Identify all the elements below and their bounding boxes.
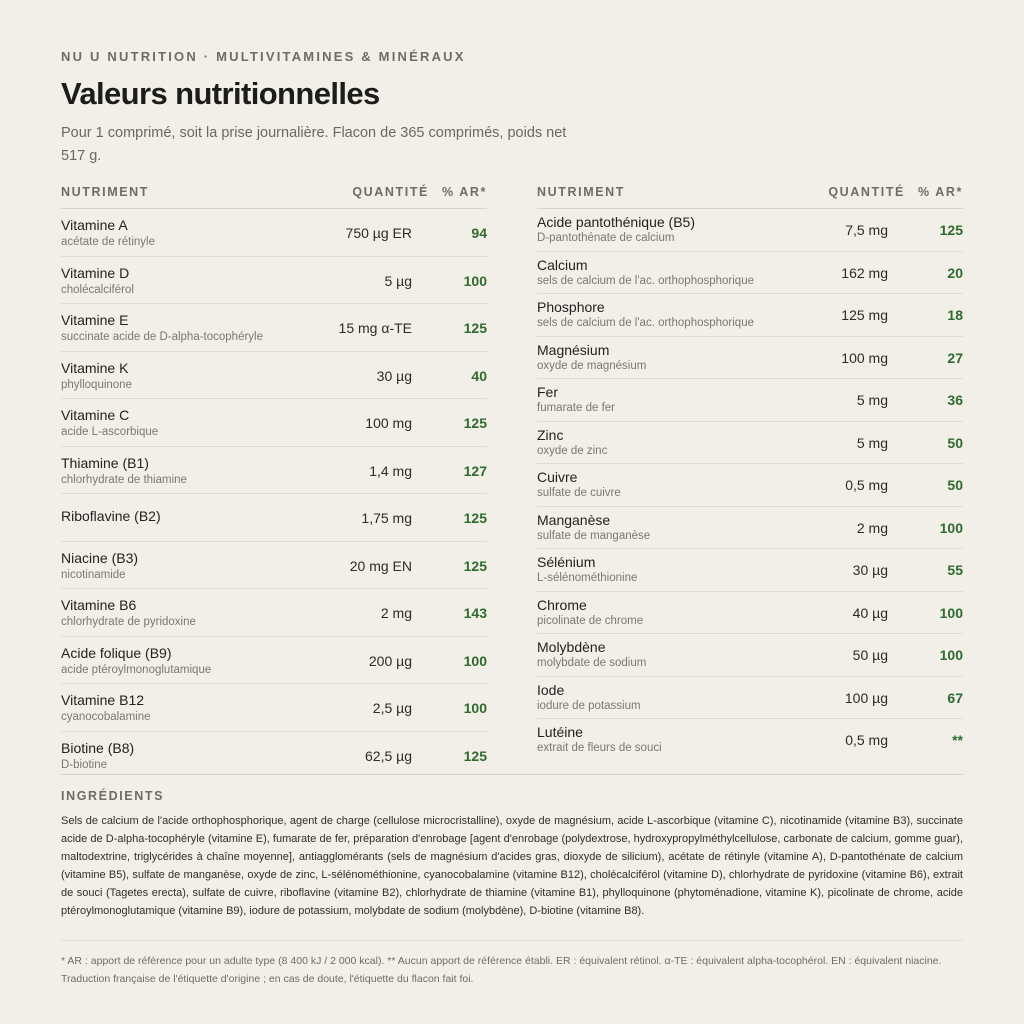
nutrient-ar-percent: 125 bbox=[463, 320, 487, 336]
nutrient-name: Vitamine K bbox=[61, 359, 129, 376]
nutrient-name: Acide folique (B9) bbox=[61, 644, 172, 661]
nutrient-ar-percent: 125 bbox=[463, 415, 487, 431]
table-row bbox=[537, 592, 963, 635]
nutrient-quantity: 15 mg α-TE bbox=[338, 320, 412, 336]
table-header bbox=[61, 180, 487, 209]
nutrient-ar-percent: 125 bbox=[463, 510, 487, 526]
nutrient-source: acide L-ascorbique bbox=[61, 426, 159, 438]
nutrient-name: Fer bbox=[537, 384, 558, 400]
nutrient-source: chlorhydrate de pyridoxine bbox=[61, 616, 196, 628]
nutrient-name: Magnésium bbox=[537, 341, 610, 358]
nutrient-ar-percent: 100 bbox=[939, 519, 963, 536]
nutrient-ar-percent: 94 bbox=[471, 225, 487, 241]
nutrient-ar-percent: 127 bbox=[463, 462, 487, 479]
nutrient-quantity: 7,5 mg bbox=[845, 222, 888, 238]
nutrient-name: Vitamine C bbox=[61, 407, 130, 423]
nutrient-name: Vitamine A bbox=[61, 217, 128, 233]
column-header-nutrient: NUTRIMENT bbox=[537, 185, 626, 199]
nutrient-name: Vitamine D bbox=[61, 264, 130, 281]
ingredients-heading: INGRÉDIENTS bbox=[61, 789, 165, 803]
table-row bbox=[537, 294, 963, 337]
nutrient-source: acide ptéroylmonoglutamique bbox=[61, 663, 212, 676]
nutrient-name: Zinc bbox=[537, 426, 564, 443]
table-row bbox=[537, 677, 963, 720]
table-row bbox=[61, 304, 487, 352]
table-row bbox=[537, 422, 963, 465]
table-row bbox=[537, 252, 963, 295]
nutrient-quantity: 162 mg bbox=[841, 264, 888, 281]
nutrient-source: molybdate de sodium bbox=[537, 657, 647, 669]
nutrient-quantity: 0,5 mg bbox=[845, 732, 888, 748]
nutrient-source: fumarate de fer bbox=[537, 402, 615, 414]
table-row bbox=[537, 209, 963, 252]
nutrient-ar-percent: 18 bbox=[947, 307, 963, 323]
nutrient-quantity: 20 mg EN bbox=[349, 557, 412, 574]
nutrient-ar-percent: 125 bbox=[939, 222, 963, 238]
nutrient-name: Vitamine B6 bbox=[61, 597, 137, 613]
nutrient-source: cyanocobalamine bbox=[61, 711, 151, 723]
nutrient-source: extrait de fleurs de souci bbox=[537, 742, 662, 754]
nutrient-source: sels de calcium de l'ac. orthophosphorique bbox=[537, 317, 754, 329]
page-subtitle: Pour 1 comprimé, soit la prise journalière. Flacon de 365 comprimés, poids net 517 g. bbox=[61, 125, 567, 164]
nutrient-ar-percent: 67 bbox=[947, 689, 963, 706]
nutrient-ar-percent: 100 bbox=[463, 272, 487, 289]
nutrient-name: Vitamine B12 bbox=[61, 692, 145, 708]
footnote-divider bbox=[61, 940, 963, 941]
table-row bbox=[61, 589, 487, 637]
nutrient-source: D-biotine bbox=[61, 758, 108, 771]
nutrient-quantity: 5 µg bbox=[384, 272, 412, 289]
nutrient-source: sulfate de cuivre bbox=[537, 487, 621, 499]
nutrient-name: Thiamine (B1) bbox=[61, 454, 149, 471]
nutrient-quantity: 1,4 mg bbox=[369, 462, 412, 479]
nutrient-source: sulfate de manganèse bbox=[537, 529, 651, 542]
column-header-nutrient: NUTRIMENT bbox=[61, 185, 150, 199]
nutrient-name: Vitamine E bbox=[61, 312, 129, 328]
nutrient-source: D-pantothénate de calcium bbox=[537, 232, 675, 244]
table-row bbox=[61, 399, 487, 447]
section-divider bbox=[61, 774, 963, 775]
nutrient-quantity: 2 mg bbox=[856, 519, 888, 536]
nutrient-ar-percent: 125 bbox=[463, 747, 487, 764]
nutrient-quantity: 125 mg bbox=[841, 307, 888, 323]
table-row bbox=[537, 549, 963, 592]
nutrient-name: Manganèse bbox=[537, 511, 611, 528]
table-row bbox=[61, 542, 487, 590]
nutrient-name: Niacine (B3) bbox=[61, 549, 139, 566]
nutrient-source: chlorhydrate de thiamine bbox=[61, 473, 187, 486]
nutrient-quantity: 100 µg bbox=[844, 689, 888, 706]
nutrient-ar-percent: 40 bbox=[471, 367, 487, 384]
table-row bbox=[61, 352, 487, 400]
nutrient-quantity: 30 µg bbox=[852, 562, 888, 578]
nutrient-ar-percent: ** bbox=[952, 732, 963, 748]
minerals-table-body bbox=[537, 209, 963, 761]
nutrient-ar-percent: 27 bbox=[947, 349, 963, 366]
table-row bbox=[537, 634, 963, 677]
vitamins-table-body bbox=[61, 209, 487, 778]
nutrient-source: sels de calcium de l'ac. orthophosphorique bbox=[537, 274, 754, 287]
vitamins-table bbox=[61, 180, 487, 778]
nutrient-ar-percent: 36 bbox=[947, 392, 963, 408]
nutrient-quantity: 100 mg bbox=[365, 415, 412, 431]
nutrient-source: cholécalciférol bbox=[61, 283, 134, 296]
brand-eyebrow: NU U NUTRITION · MULTIVITAMINES & MINÉRAUX bbox=[61, 49, 466, 64]
table-row bbox=[61, 494, 487, 542]
nutrient-quantity: 5 mg bbox=[856, 434, 888, 451]
nutrient-ar-percent: 100 bbox=[463, 700, 487, 716]
table-row bbox=[61, 637, 487, 685]
nutrient-source: nicotinamide bbox=[61, 568, 126, 581]
table-row bbox=[537, 719, 963, 761]
nutrient-name: Phosphore bbox=[537, 299, 605, 315]
nutrient-quantity: 100 mg bbox=[841, 349, 888, 366]
nutrient-ar-percent: 143 bbox=[463, 605, 487, 621]
nutrient-quantity: 1,75 mg bbox=[361, 510, 412, 526]
nutrient-ar-percent: 50 bbox=[947, 477, 963, 493]
nutrient-ar-percent: 55 bbox=[947, 562, 963, 578]
footnote: * AR : apport de référence pour un adulte type (8 400 kJ / 2 000 kcal). ** Aucun apport de référence établi. ER : équivalent rétinol. α-TE : équivalent alpha-tocophérol. EN : équivalent niacine. Traduction française de l'étiquette d'origine ; en cas de doute, l'étiquette du flacon fait foi. bbox=[61, 955, 942, 985]
table-row bbox=[537, 337, 963, 380]
nutrient-source: succinate acide de D-alpha-tocophéryle bbox=[61, 331, 264, 343]
nutrient-quantity: 2 mg bbox=[380, 605, 412, 621]
table-row bbox=[61, 732, 487, 779]
nutrient-source: acétate de rétinyle bbox=[61, 236, 155, 248]
nutrient-ar-percent: 125 bbox=[463, 557, 487, 574]
table-row bbox=[61, 257, 487, 305]
nutrient-name: Iode bbox=[537, 681, 565, 698]
nutrient-quantity: 62,5 µg bbox=[365, 747, 412, 764]
table-row bbox=[61, 684, 487, 732]
nutrient-quantity: 2,5 µg bbox=[372, 700, 412, 716]
nutrient-name: Riboflavine (B2) bbox=[61, 508, 161, 524]
ingredients-text: Sels de calcium de l'acide orthophosphorique, agent de charge (cellulose microcristalline), oxyde de magnésium, acide L-ascorbique (vitamine C), nicotinamide (vitamine B3), succinate acide de D-alpha-tocophéryle (vitamine E), fumarate de fer, préparation d'enrobage [agent d'enrobage (polydextrose, hydroxypropylméthylcellulose, carbonate de calcium, gomme guar), maltodextrine, triglycérides à chaîne moyenne], antiagglomérants (sels de magnésium d'acides gras, dioxyde de silicium), acétate de rétinyle (vitamine A), D-pantothénate de calcium (vitamine B5), sulfate de manganèse, oxyde de zinc, L-sélénométhionine, cyanocobalamine (vitamine B12), cholécalciférol (vitamine D), chlorhydrate de pyridoxine (vitamine B6), extrait de souci (Tagetes erecta), sulfate de cuivre, riboflavine (vitamine B2), chlorhydrate de thiamine (vitamine B1), phylloquinone (phytoménadione, vitamine K), picolinate de chrome, acide ptéroylmonoglutamique (vitamine B9), iodure de potassium, molybdate de sodium (molybdène), D-biotine (vitamine B8). bbox=[61, 815, 963, 917]
nutrient-source: picolinate de chrome bbox=[537, 614, 644, 627]
nutrient-quantity: 750 µg ER bbox=[345, 225, 412, 241]
nutrient-name: Acide pantothénique (B5) bbox=[537, 214, 695, 230]
nutrient-source: oxyde de zinc bbox=[537, 444, 608, 457]
nutrient-ar-percent: 20 bbox=[947, 264, 963, 281]
nutrient-quantity: 50 µg bbox=[852, 647, 888, 663]
nutrient-quantity: 5 mg bbox=[856, 392, 888, 408]
nutrient-source: iodure de potassium bbox=[537, 699, 641, 712]
nutrient-name: Calcium bbox=[537, 256, 588, 273]
nutrient-name: Sélénium bbox=[537, 554, 596, 570]
nutrient-ar-percent: 100 bbox=[939, 647, 963, 663]
nutrient-source: phylloquinone bbox=[61, 378, 132, 391]
column-header-ar-percent: % AR* bbox=[441, 185, 487, 199]
table-row bbox=[61, 447, 487, 495]
page-title: Valeurs nutritionnelles bbox=[61, 76, 380, 111]
table-row bbox=[537, 464, 963, 507]
minerals-table bbox=[537, 180, 963, 761]
nutrient-ar-percent: 100 bbox=[463, 652, 487, 669]
table-header bbox=[537, 180, 963, 209]
nutrient-name: Molybdène bbox=[537, 639, 606, 655]
nutrient-source: oxyde de magnésium bbox=[537, 359, 647, 372]
nutrient-ar-percent: 50 bbox=[947, 434, 963, 451]
nutrient-source: L-sélénométhionine bbox=[537, 572, 638, 584]
table-row bbox=[537, 507, 963, 550]
nutrient-ar-percent: 100 bbox=[939, 604, 963, 621]
column-header-quantity: QUANTITÉ bbox=[828, 185, 905, 199]
nutrient-quantity: 40 µg bbox=[852, 604, 888, 621]
nutrient-name: Lutéine bbox=[537, 724, 583, 740]
table-row bbox=[61, 209, 487, 257]
nutrient-quantity: 200 µg bbox=[368, 652, 412, 669]
nutrient-quantity: 30 µg bbox=[376, 367, 412, 384]
nutrient-quantity: 0,5 mg bbox=[845, 477, 888, 493]
column-header-quantity: QUANTITÉ bbox=[352, 185, 429, 199]
column-header-ar-percent: % AR* bbox=[917, 185, 963, 199]
nutrient-name: Chrome bbox=[537, 596, 587, 613]
table-row bbox=[537, 379, 963, 422]
nutrient-name: Biotine (B8) bbox=[61, 739, 135, 756]
nutrient-name: Cuivre bbox=[537, 469, 578, 485]
